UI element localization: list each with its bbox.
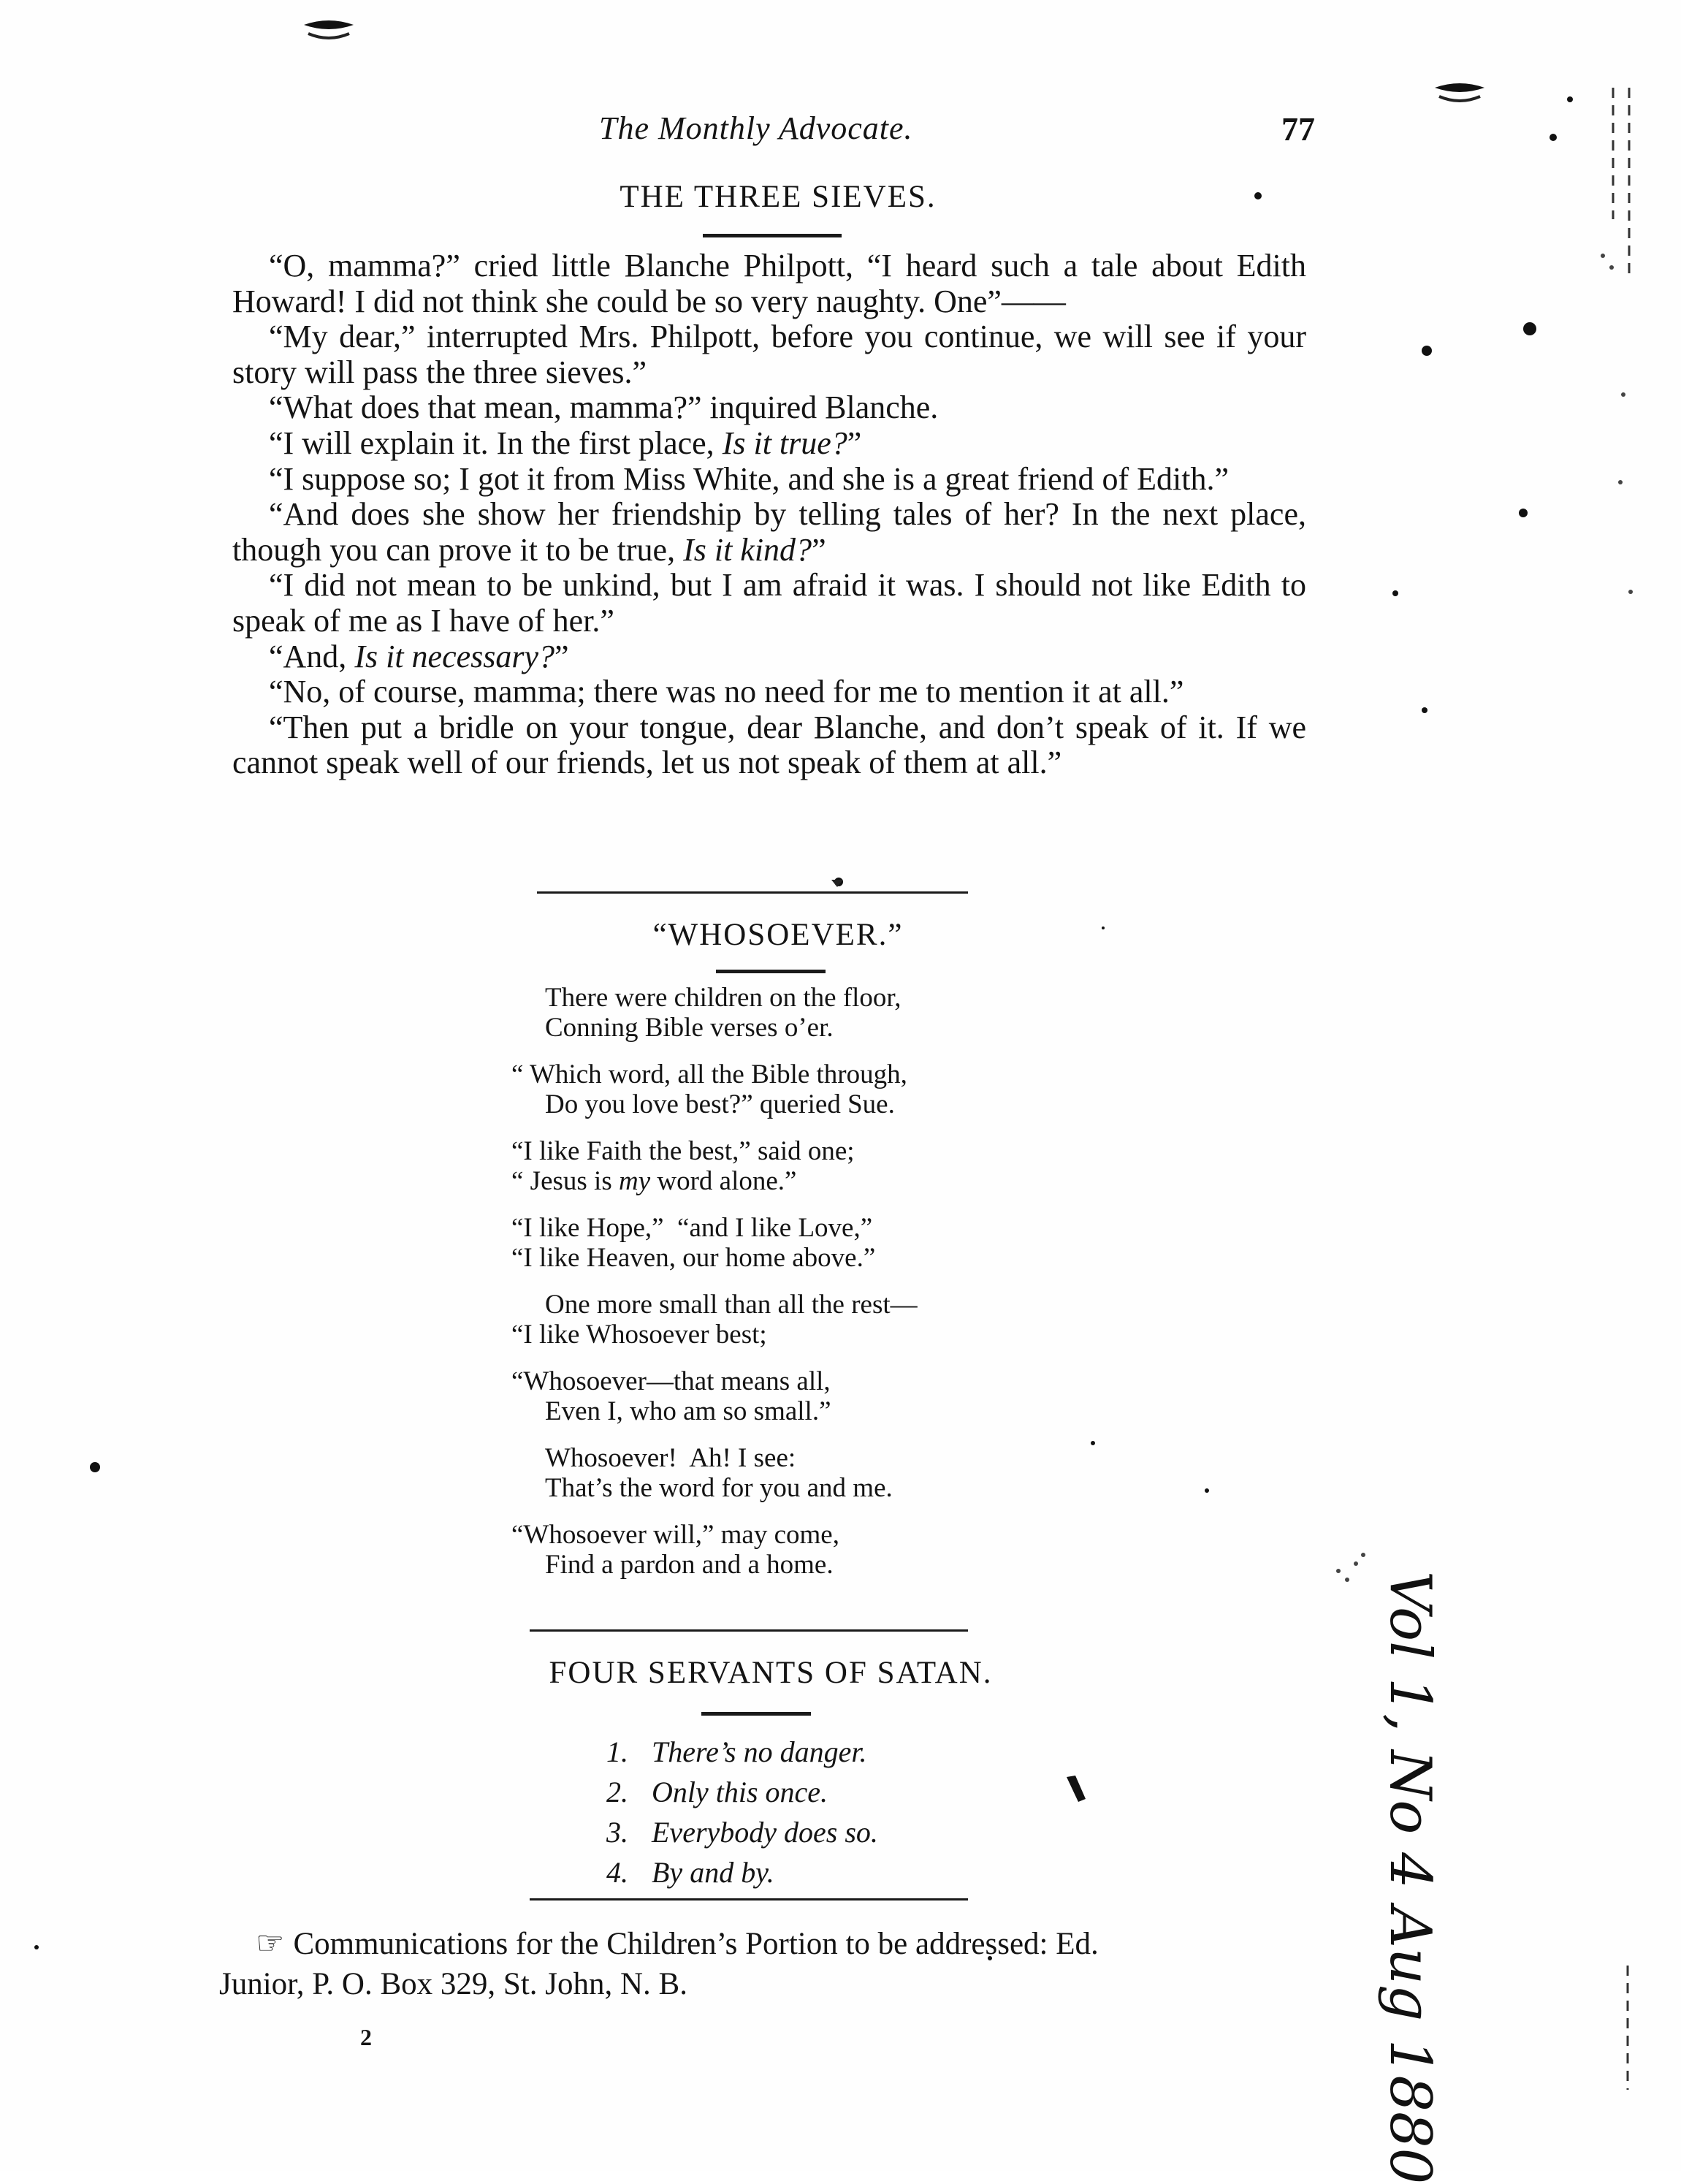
page-header bbox=[599, 110, 1315, 161]
poem-line: “Whosoever will,” may come, bbox=[511, 1520, 839, 1550]
story-paragraph bbox=[232, 639, 1306, 675]
list-text: Everybody does so. bbox=[652, 1816, 878, 1849]
poem-stanza bbox=[511, 1059, 918, 1119]
poem-line: “Whosoever—that means all, bbox=[511, 1366, 831, 1396]
poem-line: That’s the word for you and me. bbox=[545, 1473, 893, 1503]
emphasis-is-it-true: Is it true? bbox=[722, 425, 847, 461]
section-divider bbox=[537, 891, 968, 894]
list-item bbox=[606, 1812, 878, 1852]
list-number: 4. bbox=[606, 1856, 628, 1889]
poem-line: “I like Hope,” “and I like Love,” bbox=[511, 1213, 873, 1243]
poem-stanza bbox=[511, 1213, 918, 1273]
list-item bbox=[606, 1732, 878, 1772]
emphasis-is-it-necessary: Is it necessary? bbox=[354, 638, 555, 674]
title-rule bbox=[703, 234, 842, 237]
poem-line: Conning Bible verses o’er. bbox=[545, 1013, 834, 1043]
page-number: 77 bbox=[1281, 110, 1315, 148]
communications-notice bbox=[219, 1923, 1286, 2004]
closing-quote: ” bbox=[812, 531, 826, 568]
poem-line: Whosoever! Ah! I see: bbox=[545, 1443, 796, 1473]
poem-text: “ Jesus is bbox=[511, 1166, 612, 1196]
list-text: There’s no danger. bbox=[652, 1735, 867, 1768]
list-number: 2. bbox=[606, 1776, 628, 1808]
poem-stanza bbox=[511, 1136, 918, 1196]
poem-whosoever bbox=[511, 983, 918, 1597]
poem-stanza bbox=[511, 1290, 918, 1350]
list-text: Only this once. bbox=[652, 1776, 828, 1808]
section-divider bbox=[530, 1629, 968, 1632]
title-rule bbox=[716, 970, 826, 973]
emphasis-is-it-kind: Is it kind? bbox=[683, 531, 812, 568]
poem-line: One more small than all the rest— bbox=[545, 1290, 918, 1320]
story-text: “And, bbox=[269, 638, 347, 674]
closing-quote: ” bbox=[847, 425, 862, 461]
running-title: The Monthly Advocate. bbox=[599, 110, 913, 146]
poem-line: “I like Whosoever best; bbox=[511, 1320, 767, 1350]
poem-line: “I like Faith the best,” said one; bbox=[511, 1136, 855, 1166]
notice-line-1 bbox=[219, 1923, 1286, 1964]
poem-stanza bbox=[511, 1443, 918, 1503]
list-text: By and by. bbox=[652, 1856, 774, 1889]
section-title-whosoever: “WHOSOEVER.” bbox=[652, 918, 904, 952]
poem-stanza bbox=[511, 1520, 918, 1580]
story-paragraph: “No, of course, mamma; there was no need for me to mention it at all.” bbox=[269, 674, 1184, 710]
story-paragraph: “What does that mean, mamma?” inquired Blanche. bbox=[269, 389, 939, 426]
poem-line: “I like Heaven, our home above.” bbox=[511, 1243, 876, 1273]
poem-line: Do you love best?” queried Sue. bbox=[545, 1089, 895, 1119]
poem-line bbox=[511, 1166, 918, 1196]
story-three-sieves bbox=[232, 248, 1306, 781]
poem-line: Find a pardon and a home. bbox=[545, 1550, 834, 1580]
story-paragraph: “I suppose so; I got it from Miss White, and she is a great friend of Edith.” bbox=[269, 460, 1230, 497]
pointing-hand-icon: ☞ bbox=[256, 1925, 285, 1961]
emphasis-my: my bbox=[618, 1166, 651, 1196]
poem-line: “ Which word, all the Bible through, bbox=[511, 1059, 907, 1089]
list-item bbox=[606, 1772, 878, 1812]
story-paragraph bbox=[232, 497, 1306, 568]
list-item bbox=[606, 1852, 878, 1892]
story-text: “I will explain it. In the first place, bbox=[269, 425, 714, 461]
story-paragraph: “O, mamma?” cried little Blanche Philpott, “I heard such a tale about Edith Howard! I did not think she could be so very naughty. One”—— bbox=[232, 248, 1306, 319]
section-title-three-sieves: THE THREE SIEVES. bbox=[620, 180, 937, 214]
list-number: 1. bbox=[606, 1735, 628, 1768]
story-paragraph: “Then put a bridle on your tongue, dear Blanche, and don’t speak of it. If we cannot speak well of our friends, let us not speak of them at all.” bbox=[232, 709, 1306, 781]
title-rule bbox=[701, 1712, 811, 1716]
signature-mark: 2 bbox=[360, 2024, 372, 2050]
closing-quote: ” bbox=[554, 638, 569, 674]
story-text: “And does she show her friendship by telling tales of her? In the next place, though you can prove it to be true, bbox=[232, 496, 1306, 568]
divider-ornament-icon bbox=[830, 877, 845, 889]
story-paragraph: “My dear,” interrupted Mrs. Philpott, before you continue, we will see if your story will pass the three sieves.” bbox=[232, 319, 1306, 390]
poem-text: word alone.” bbox=[657, 1166, 797, 1196]
story-paragraph: “I did not mean to be unkind, but I am afraid it was. I should not like Edith to speak of me as I have of her.” bbox=[232, 567, 1306, 639]
section-divider bbox=[530, 1898, 968, 1900]
poem-stanza bbox=[511, 1366, 918, 1426]
poem-stanza bbox=[511, 983, 918, 1043]
handwritten-margin-note: Vol 1, No 4 Aug 1880 bbox=[1377, 1571, 1443, 2184]
list-number: 3. bbox=[606, 1816, 628, 1849]
notice-text: Communications for the Children’s Portion to be addressed: Ed. bbox=[293, 1927, 1099, 1961]
poem-line: There were children on the floor, bbox=[545, 983, 902, 1013]
poem-line: Even I, who am so small.” bbox=[545, 1396, 831, 1426]
notice-line-2: Junior, P. O. Box 329, St. John, N. B. bbox=[219, 1967, 687, 2001]
servants-list bbox=[606, 1732, 878, 1892]
story-paragraph bbox=[232, 426, 1306, 462]
section-title-four-servants: FOUR SERVANTS OF SATAN. bbox=[549, 1656, 993, 1690]
